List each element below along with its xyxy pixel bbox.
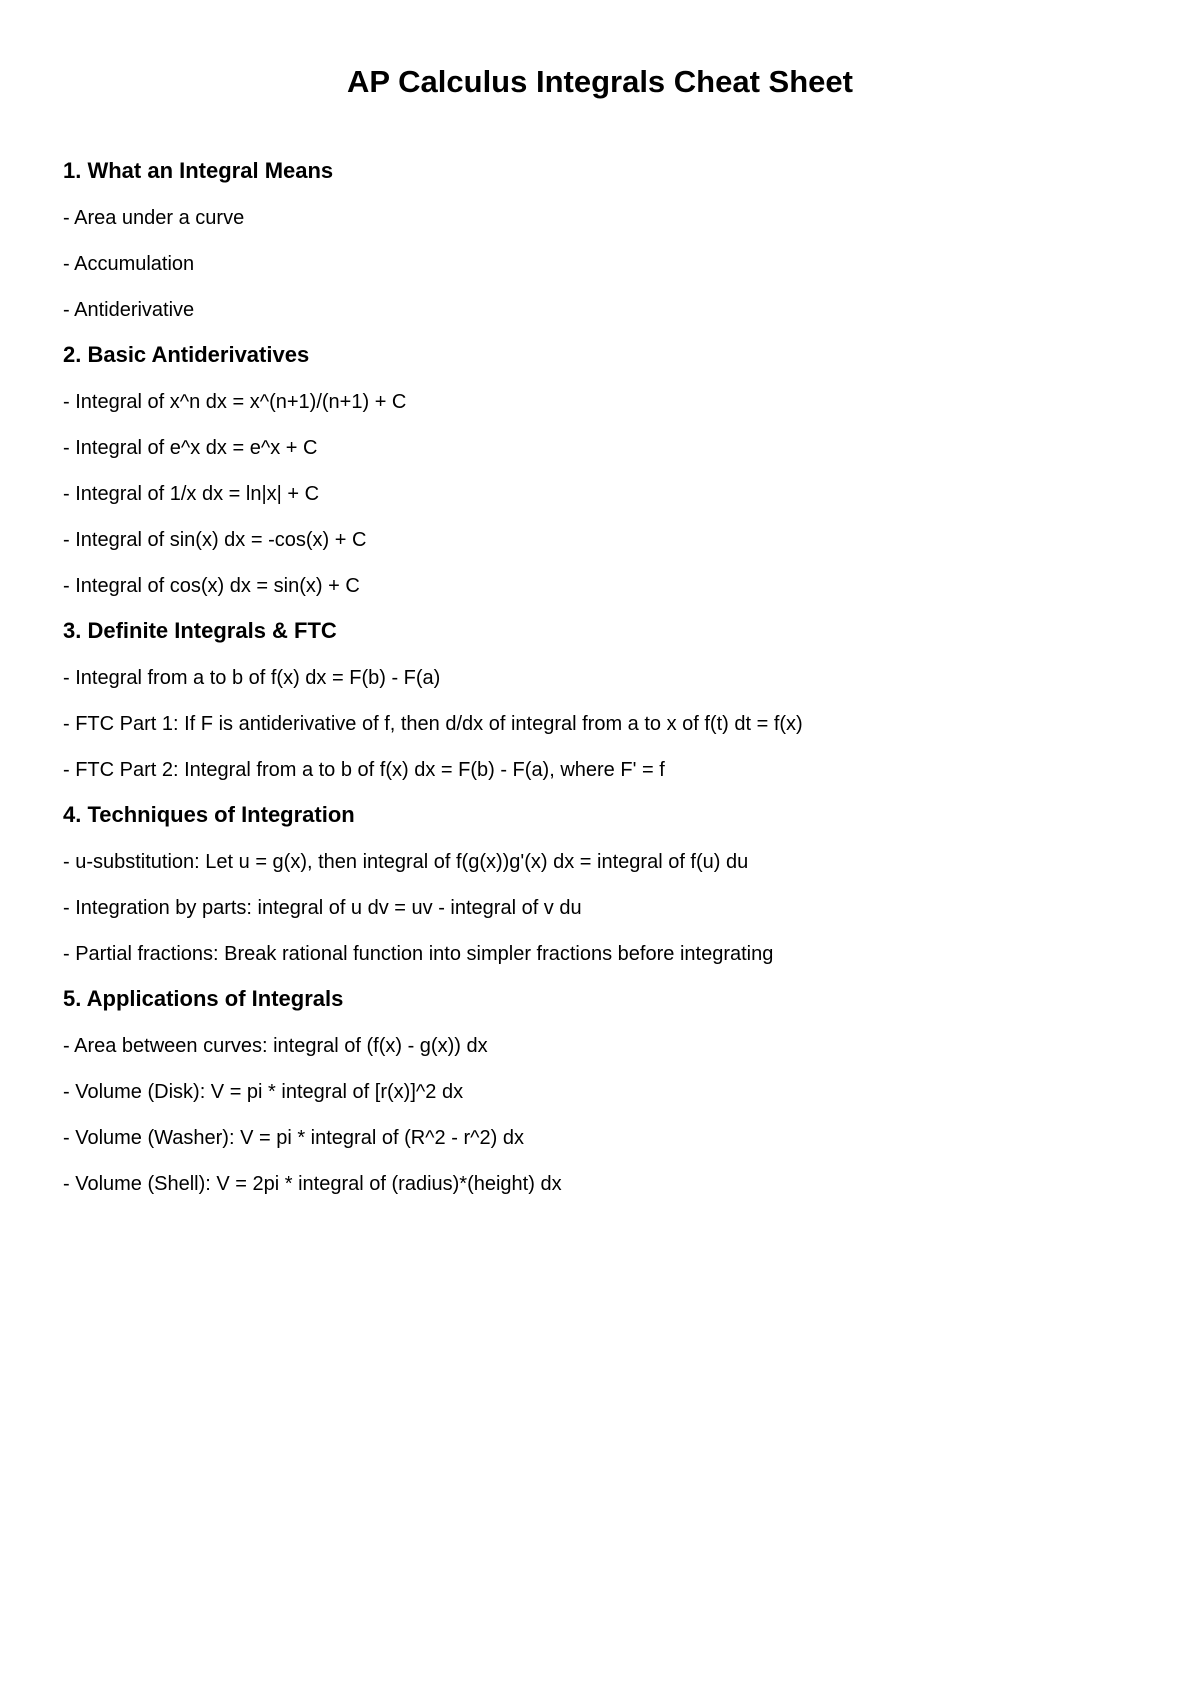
document-content <box>63 155 1143 1199</box>
list-item: - Integral of cos(x) dx = sin(x) + C <box>63 575 360 597</box>
list-item: - Volume (Disk): V = pi * integral of [r(x)]^2 dx <box>63 1081 464 1103</box>
list-item: - Integral of sin(x) dx = -cos(x) + C <box>63 529 367 551</box>
list-item: - Area under a curve <box>63 207 245 229</box>
list-item: - Area between curves: integral of (f(x) - g(x)) dx <box>63 1035 488 1057</box>
section-meaning <box>63 155 1143 325</box>
section-heading: 2. Basic Antiderivatives <box>63 342 310 367</box>
section-basic-antiderivatives <box>63 339 1143 601</box>
list-item: - Integral of x^n dx = x^(n+1)/(n+1) + C <box>63 391 407 413</box>
section-heading: 3. Definite Integrals & FTC <box>63 618 337 643</box>
list-item: - Volume (Shell): V = 2pi * integral of (radius)*(height) dx <box>63 1173 562 1195</box>
section-heading: 1. What an Integral Means <box>63 158 334 183</box>
list-item: - u-substitution: Let u = g(x), then integral of f(g(x))g'(x) dx = integral of f(u) du <box>63 851 749 873</box>
list-item: - Integral of e^x dx = e^x + C <box>63 437 318 459</box>
section-definite-integrals <box>63 615 1143 785</box>
list-item: - Antiderivative <box>63 299 195 321</box>
list-item: - FTC Part 2: Integral from a to b of f(x) dx = F(b) - F(a), where F' = f <box>63 759 665 781</box>
list-item: - Integration by parts: integral of u dv = uv - integral of v du <box>63 897 582 919</box>
document-title: AP Calculus Integrals Cheat Sheet <box>347 64 853 99</box>
list-item: - Integral from a to b of f(x) dx = F(b) - F(a) <box>63 667 441 689</box>
section-applications <box>63 983 1143 1199</box>
section-heading: 5. Applications of Integrals <box>63 986 344 1011</box>
list-item: - Volume (Washer): V = pi * integral of (R^2 - r^2) dx <box>63 1127 524 1149</box>
list-item: - Integral of 1/x dx = ln|x| + C <box>63 483 320 505</box>
section-techniques <box>63 799 1143 969</box>
list-item: - FTC Part 1: If F is antiderivative of f, then d/dx of integral from a to x of f(t) dt = f(x) <box>63 713 803 735</box>
section-heading: 4. Techniques of Integration <box>63 802 355 827</box>
list-item: - Accumulation <box>63 253 195 275</box>
list-item: - Partial fractions: Break rational function into simpler fractions before integrating <box>63 943 774 965</box>
